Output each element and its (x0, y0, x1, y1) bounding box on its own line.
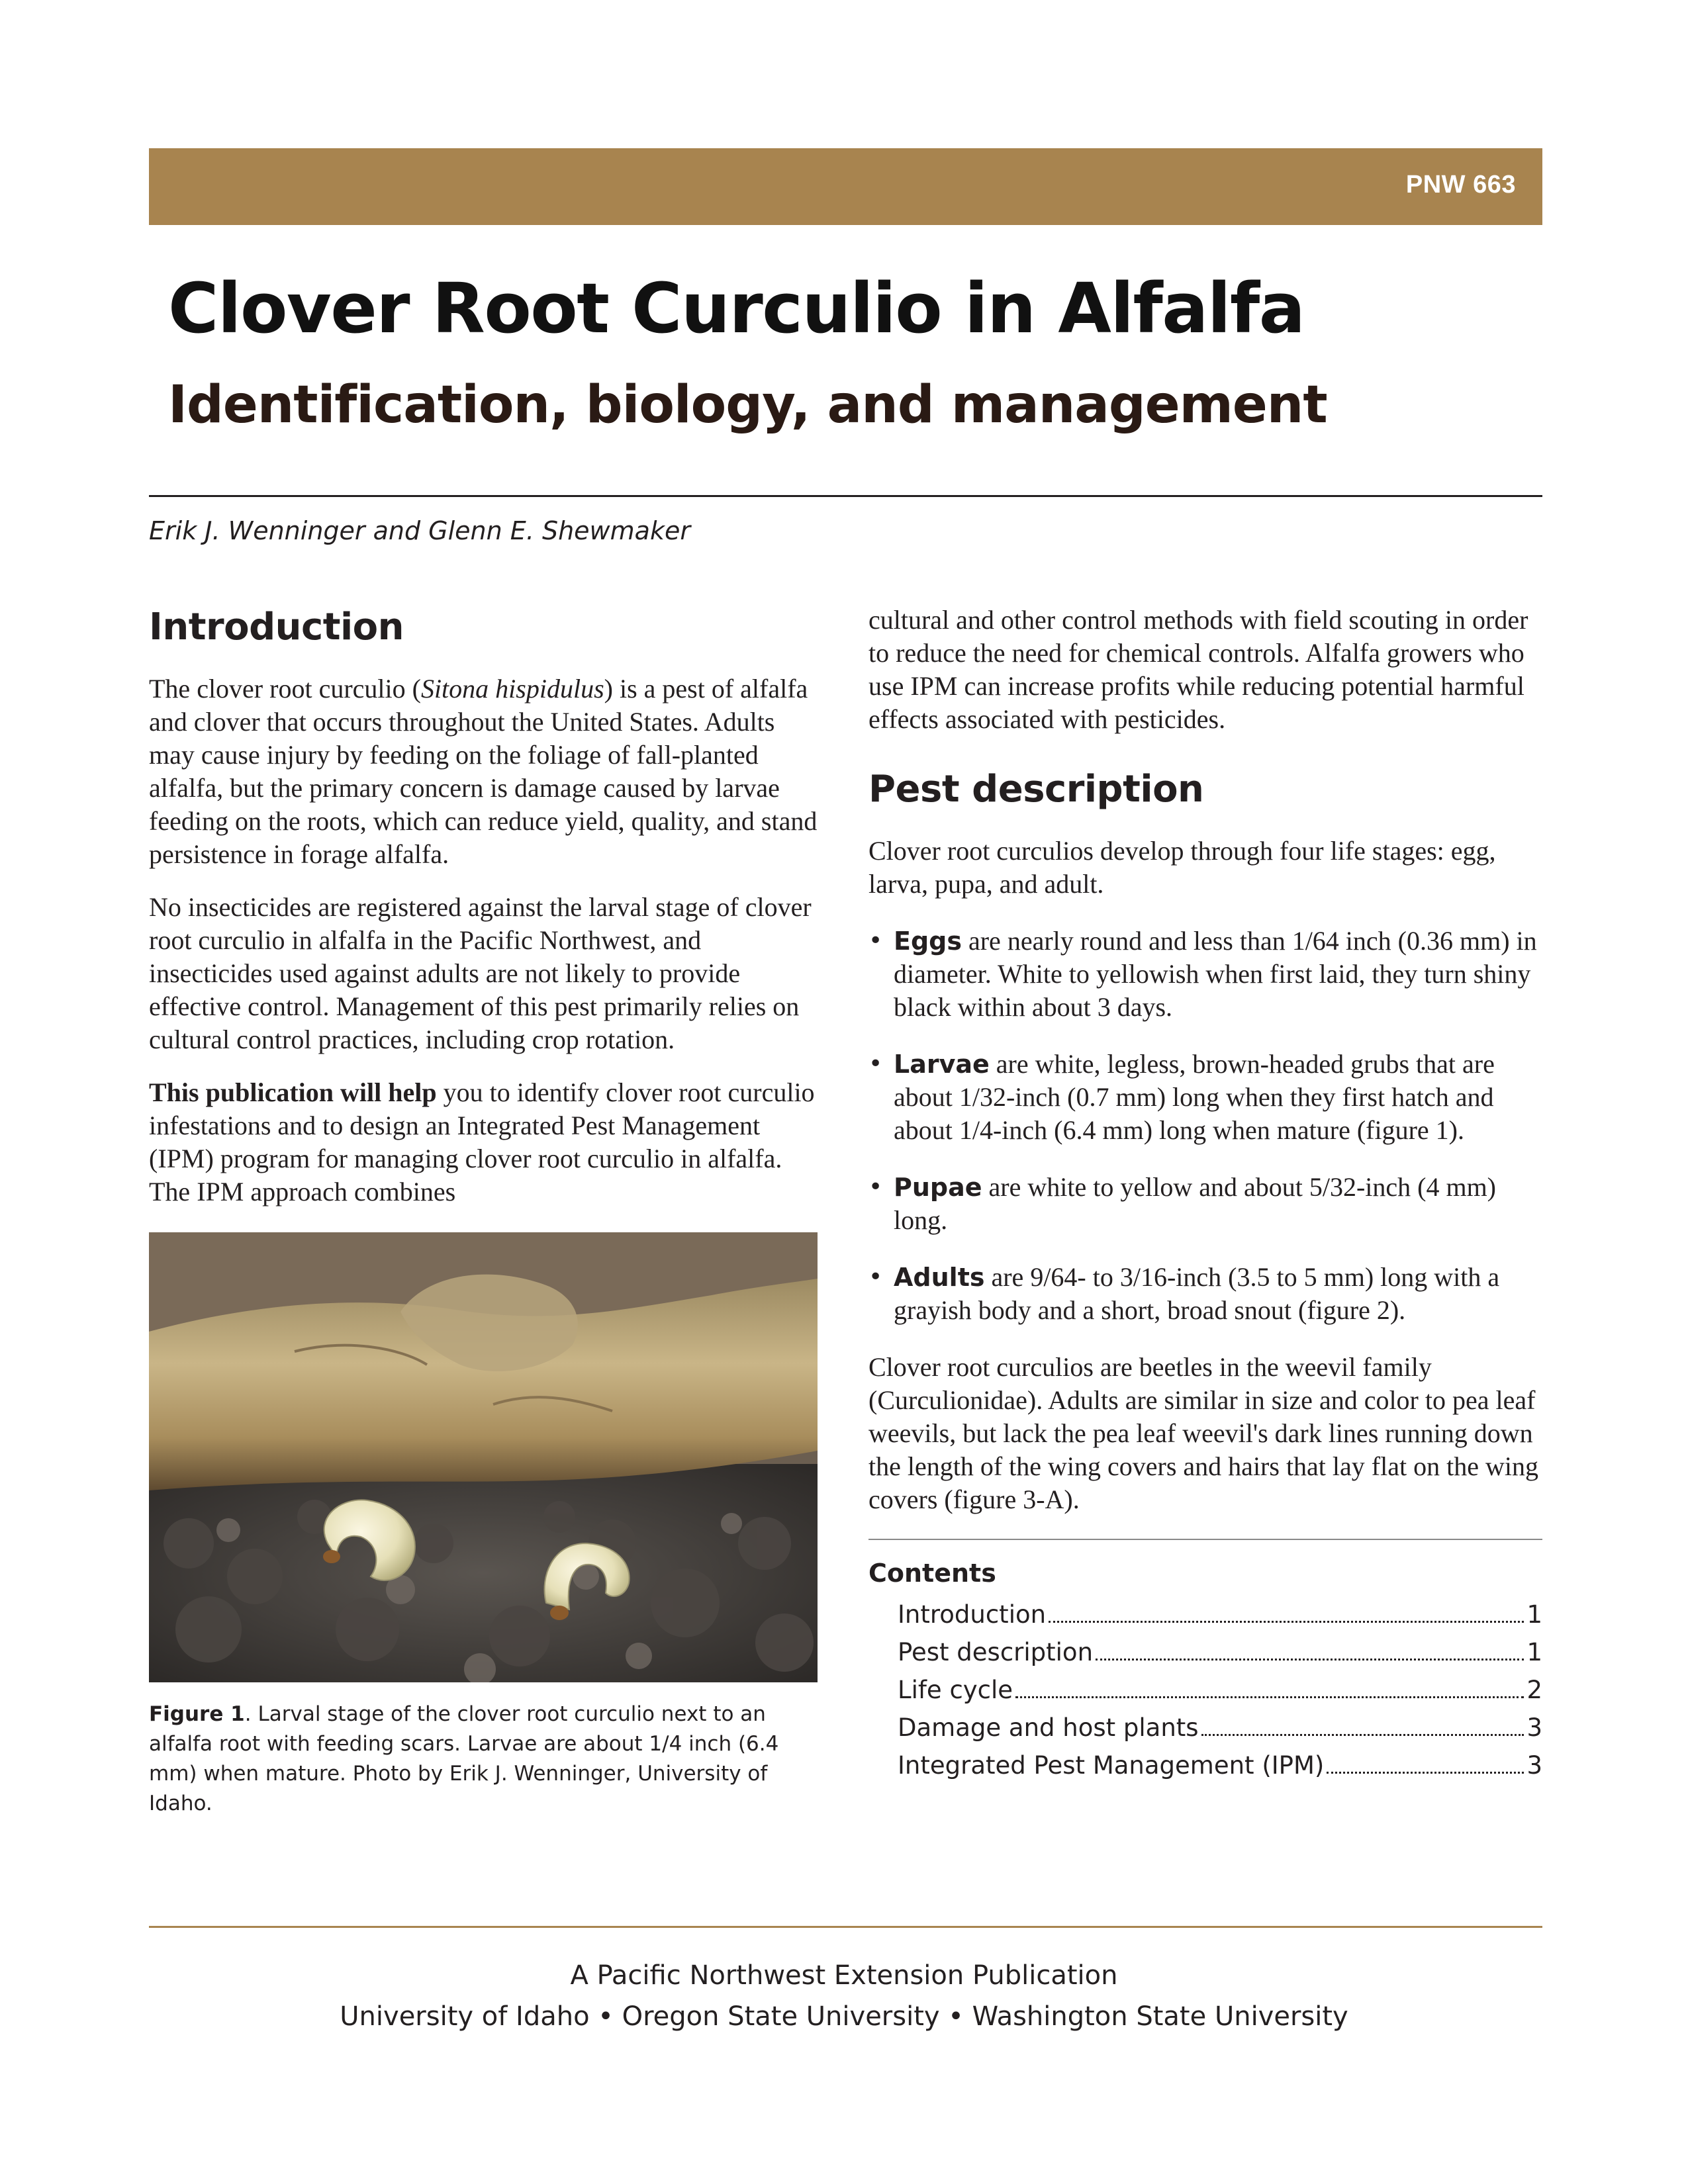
intro-p1-end: ) is a pest of alfalfa and clover that occurs throughout the United States. Adults may cause injury by feeding on the foliage of fall-planted alfalfa, but the primary concern is damage caused by larvae feeding on the roots, which can reduce yield, quality, and stand persistence in forage alfalfa. (149, 674, 818, 869)
scientific-name: Sitona hispidulus (420, 674, 604, 704)
life-stages-list (868, 925, 1542, 1327)
pest-description-intro: Clover root curculios develop through four life stages: egg, larva, pupa, and adult. (868, 836, 1496, 899)
figure-1-photo (149, 1232, 818, 1682)
life-stage-text: are 9/64- to 3/16-inch (3.5 to 5 mm) long with a grayish body and a short, broad snout (figure 2). (894, 1262, 1500, 1325)
life-stage-term: Pupae (894, 1173, 982, 1202)
document-subtitle: Identification, biology, and management (168, 375, 1327, 435)
header-bar (149, 148, 1542, 225)
intro-paragraph-1 (149, 672, 818, 871)
toc-label: Life cycle (898, 1676, 1013, 1704)
toc-label: Introduction (898, 1600, 1047, 1629)
life-stage-term: Eggs (894, 927, 962, 956)
toc-leader (1015, 1696, 1524, 1698)
figure-1-caption-text: . Larval stage of the clover root curculio next to an alfalfa root with feeding scars. Larvae are about 1/4 inch (6.4 mm) when mature. Photo by Erik J. Wenninger, University of Idaho. (149, 1702, 779, 1815)
life-stage-item (868, 1171, 1542, 1237)
table-of-contents (898, 1596, 1542, 1784)
contents-title: Contents (868, 1559, 996, 1588)
footer-universities: University of Idaho • Oregon State University • Washington State University (340, 2001, 1348, 2032)
footer-publication-line: A Pacific Northwest Extension Publication (570, 1960, 1118, 1991)
figure-1-caption (149, 1700, 818, 1819)
intro-paragraph-2: No insecticides are registered against the larval stage of clover root curculio in alfalfa in the Pacific Northwest, and insecticides used against adults are not likely to provide effective control. Management of this pest primarily relies on cultural control practices, including crop rotation. (149, 892, 812, 1054)
intro-paragraph-3-continued: cultural and other control methods with field scouting in order to reduce the need for chemical controls. Alfalfa growers who use IPM can increase profits while reducing potential harmful effects associated with pesticides. (868, 605, 1528, 734)
toc-entry-introduction[interactable] (898, 1596, 1542, 1633)
bullet-icon: • (868, 1263, 883, 1291)
pest-description-closing: Clover root curculios are beetles in the weevil family (Curculionidae). Adults are similar in size and color to pea leaf weevils, but lack the pea leaf weevil's dark lines running down the length of the wing covers and hairs that lay flat on the wing covers (figure 3-A). (868, 1352, 1538, 1514)
bullet-icon: • (868, 1050, 883, 1077)
toc-page: 3 (1526, 1751, 1542, 1780)
figure-1-label: Figure 1 (149, 1702, 245, 1726)
life-stage-term: Adults (894, 1263, 985, 1292)
toc-leader (1327, 1772, 1524, 1774)
life-stage-item (868, 925, 1542, 1024)
document-title: Clover Root Curculio in Alfalfa (168, 268, 1305, 349)
toc-page: 2 (1526, 1676, 1542, 1704)
toc-leader (1049, 1621, 1524, 1623)
toc-leader (1201, 1734, 1524, 1736)
toc-entry-life-cycle[interactable] (898, 1671, 1542, 1709)
life-stage-term: Larvae (894, 1050, 990, 1079)
life-stage-text: are nearly round and less than 1/64 inch (0.36 mm) in diameter. White to yellowish when first laid, they turn shiny black within about 3 days. (894, 926, 1537, 1022)
toc-entry-damage-host-plants[interactable] (898, 1709, 1542, 1747)
publication-number: PNW 663 (1405, 171, 1516, 199)
toc-entry-ipm[interactable] (898, 1747, 1542, 1784)
toc-label: Pest description (898, 1638, 1094, 1666)
title-divider (149, 495, 1542, 497)
toc-page: 1 (1526, 1638, 1542, 1666)
toc-page: 1 (1526, 1600, 1542, 1629)
contents-divider (868, 1539, 1542, 1540)
life-stage-item (868, 1261, 1542, 1327)
life-stage-item (868, 1048, 1542, 1147)
intro-p3-lead: This publication will help (149, 1077, 437, 1107)
authors: Erik J. Wenninger and Glenn E. Shewmaker (149, 516, 690, 545)
bullet-icon: • (868, 1173, 883, 1201)
toc-entry-pest-description[interactable] (898, 1633, 1542, 1671)
pest-description-heading: Pest description (868, 768, 1204, 811)
bullet-icon: • (868, 927, 883, 954)
left-column (149, 606, 818, 1819)
toc-label: Damage and host plants (898, 1713, 1199, 1742)
toc-page: 3 (1526, 1713, 1542, 1742)
toc-leader (1096, 1659, 1524, 1661)
intro-p3-rest: you to identify clover root curculio infestations and to design an Integrated Pest Management (IPM) program for managing clover root curculio in alfalfa. The IPM approach combines (149, 1077, 815, 1206)
footer-divider (149, 1926, 1542, 1928)
intro-paragraph-3 (149, 1076, 818, 1208)
life-stage-text: are white, legless, brown-headed grubs that are about 1/32-inch (0.7 mm) long when they first hatch and about 1/4-inch (6.4 mm) long when mature (figure 1). (894, 1049, 1495, 1145)
life-stage-text: are white to yellow and about 5/32-inch (4 mm) long. (894, 1172, 1496, 1235)
right-column (868, 604, 1542, 1784)
intro-p1-start: The clover root curculio ( (149, 674, 421, 704)
introduction-heading: Introduction (149, 606, 404, 649)
toc-label: Integrated Pest Management (IPM) (898, 1751, 1325, 1780)
